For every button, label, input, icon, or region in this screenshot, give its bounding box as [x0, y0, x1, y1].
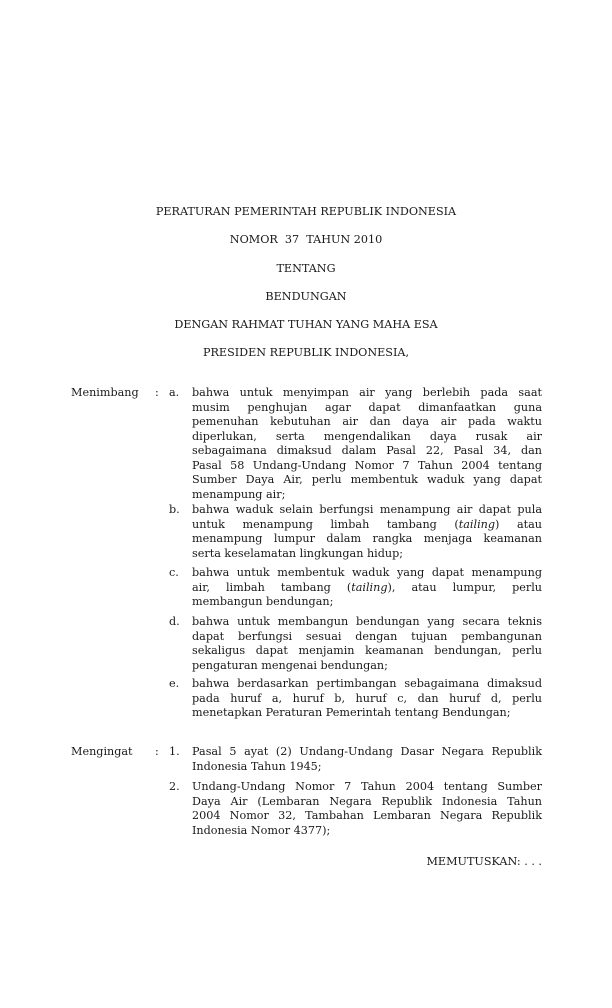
text-line: bahwa untuk membentuk waduk yang dapat menampung: [192, 566, 542, 579]
text-line: bahwa waduk selain berfungsi menampung air dapat pula: [192, 503, 542, 516]
text-line: Pasal 5 ayat (2) Undang-Undang Dasar Negara Republik: [192, 745, 542, 758]
text-line: air, limbah tambang (tailing), atau lumpur, perlu: [192, 580, 542, 594]
text-line: membangun bendungan;: [192, 595, 334, 608]
regulation-subject: BENDUNGAN: [265, 290, 347, 303]
text-fragment: untuk menampung limbah tambang (tailing) atau: [192, 517, 543, 531]
section-label-menimbang: Menimbang: [71, 386, 139, 399]
invocation: DENGAN RAHMAT TUHAN YANG MAHA ESA: [174, 318, 438, 331]
text-line: menampung lumpur dalam rangka menjaga keamanan: [192, 532, 542, 545]
italic-term: tailing: [458, 517, 496, 531]
text-line: bahwa berdasarkan pertimbangan sebagaimana dimaksud: [192, 677, 542, 690]
text-line: Indonesia Tahun 1945;: [192, 759, 322, 773]
text-line: [192, 518, 542, 533]
mengingat-item-2: [192, 780, 542, 838]
regulation-about: TENTANG: [276, 262, 336, 275]
continuation-marker: MEMUTUSKAN: . . .: [426, 855, 542, 868]
text-line: 2004 Nomor 32, Tambahan Lembaran Negara Republik: [192, 809, 542, 822]
text-line: Undang-Undang Nomor 7 Tahun 2004 tentang Sumber: [192, 780, 542, 793]
text-line: bahwa untuk membangun bendungan yang secara teknis: [192, 615, 542, 628]
text-line: serta keselamatan lingkungan hidup;: [192, 546, 404, 560]
italic-term: tailing: [351, 580, 388, 594]
item-marker-a: a.: [169, 386, 180, 399]
text-line: musim penghujan agar dapat dimanfaatkan guna: [192, 400, 542, 414]
text-line: Sumber Daya Air, perlu membentuk waduk yang dapat: [192, 473, 542, 486]
menimbang-item-b: [192, 503, 542, 561]
text-line: menetapkan Peraturan Pemerintah tentang Bendungan;: [192, 706, 511, 719]
menimbang-item-a: [192, 386, 542, 502]
menimbang-item-d: [192, 615, 542, 673]
text-line: bahwa untuk menyimpan air yang berlebih pada saat: [192, 386, 542, 399]
item-marker-e: e.: [169, 677, 180, 690]
text-line: Daya Air (Lembaran Negara Republik Indonesia Tahun: [192, 794, 542, 808]
menimbang-item-e: [192, 677, 542, 721]
text-line: sebagaimana dimaksud dalam Pasal 22, Pasal 34, dan: [192, 444, 542, 457]
text-line: Pasal 58 Undang-Undang Nomor 7 Tahun 2004 tentang: [192, 458, 542, 472]
regulation-number: NOMOR 37 TAHUN 2010: [229, 233, 383, 246]
text-line: sekaligus dapat menjamin keamanan bendungan, perlu: [192, 644, 542, 657]
text-line: dapat berfungsi sesuai dengan tujuan pembangunan: [192, 629, 542, 643]
president-line: PRESIDEN REPUBLIK INDONESIA,: [202, 346, 410, 359]
text-line: Indonesia Nomor 4377);: [192, 823, 331, 837]
section-colon: :: [155, 386, 159, 399]
item-marker-1: 1.: [169, 745, 180, 758]
text-line: pada huruf a, huruf b, huruf c, dan huruf d, perlu: [192, 691, 542, 705]
item-marker-d: d.: [169, 615, 180, 628]
menimbang-item-c: [192, 566, 542, 610]
text-line: pemenuhan kebutuhan air dan daya air pada waktu: [192, 415, 542, 428]
item-marker-b: b.: [169, 503, 180, 516]
item-marker-2: 2.: [169, 780, 180, 793]
text-line: menampung air;: [192, 487, 286, 501]
text-line: pengaturan mengenai bendungan;: [192, 658, 388, 672]
text-line: diperlukan, serta mengendalikan daya rusak air: [192, 429, 542, 443]
regulation-title: PERATURAN PEMERINTAH REPUBLIK INDONESIA: [155, 205, 457, 218]
mengingat-item-1: [192, 745, 542, 774]
section-colon: :: [155, 745, 159, 758]
item-marker-c: c.: [169, 566, 179, 579]
section-label-mengingat: Mengingat: [71, 745, 133, 758]
